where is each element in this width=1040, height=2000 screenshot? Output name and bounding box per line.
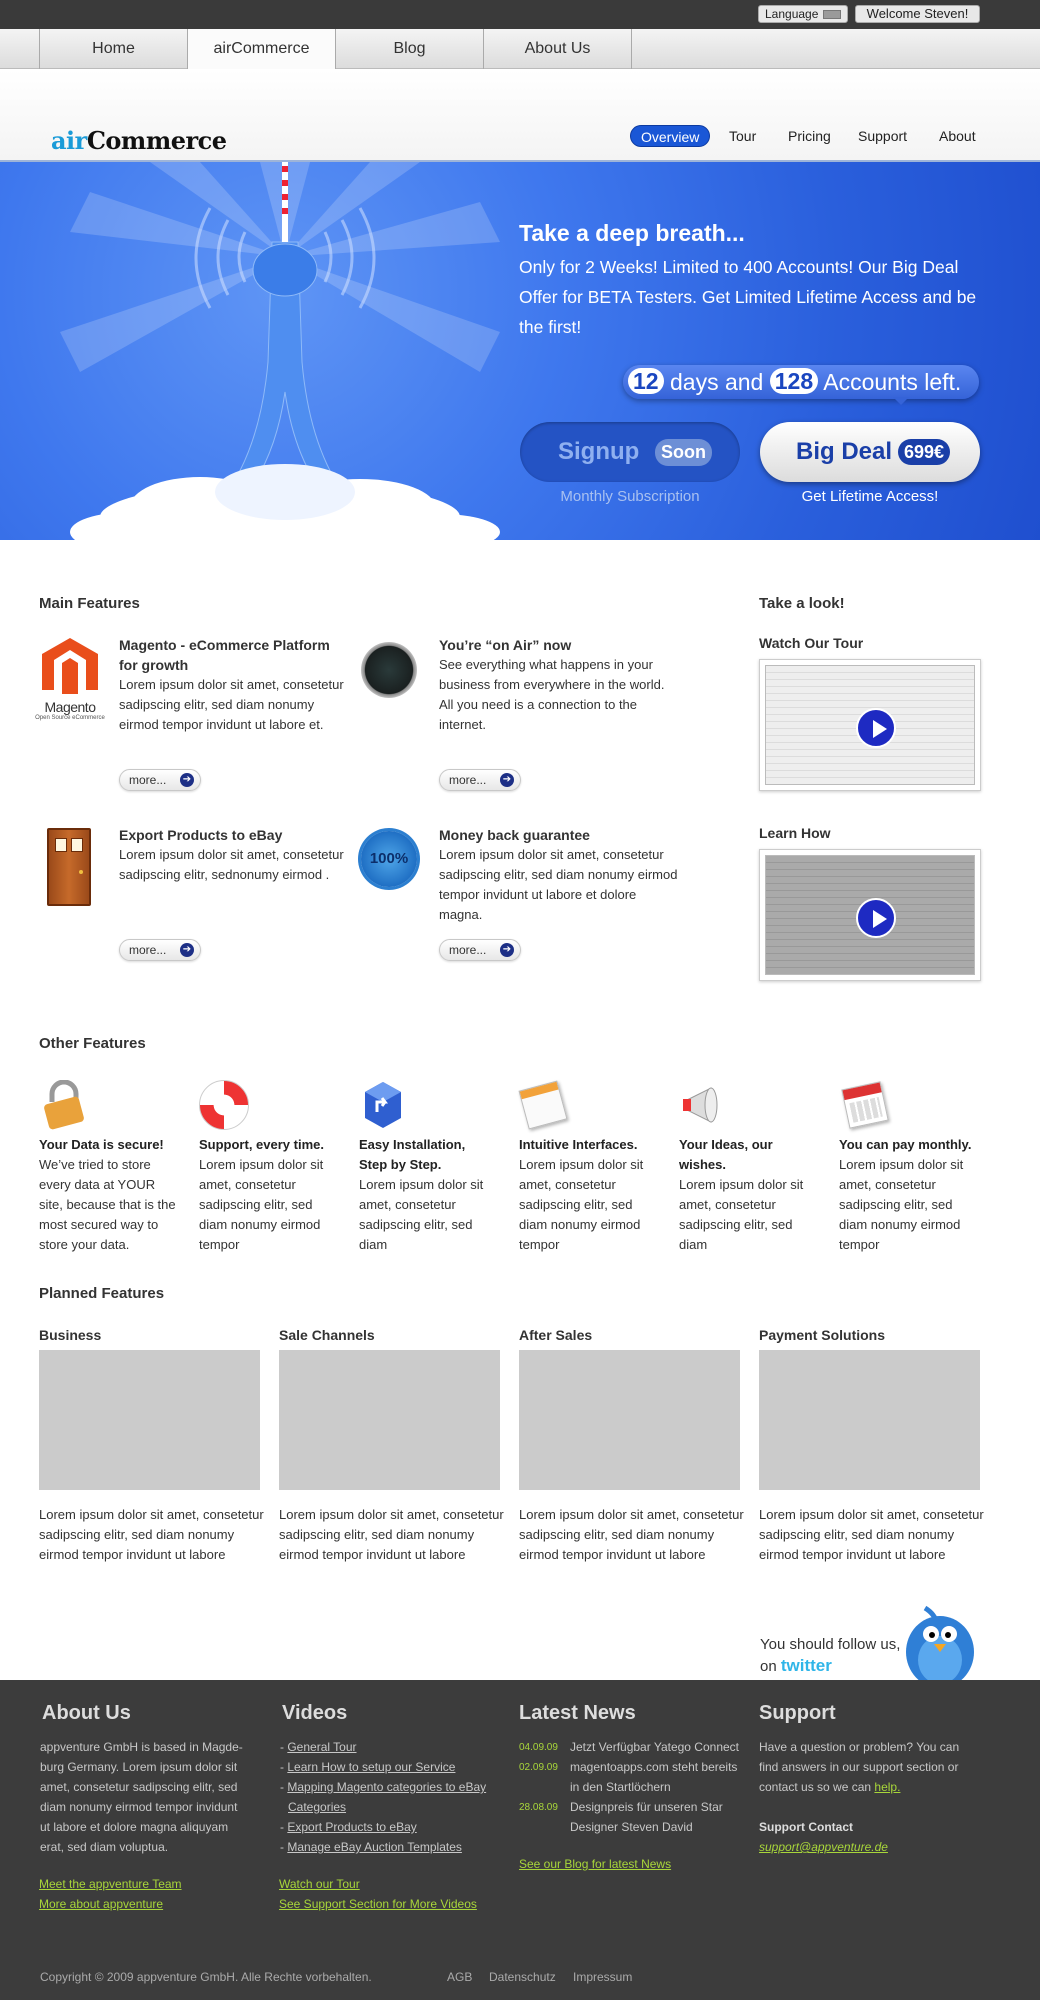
twitter-brand: twitter bbox=[780, 1656, 832, 1675]
help-link[interactable]: help. bbox=[874, 1780, 901, 1794]
copyright-text: Copyright © 2009 appventure GmbH. Alle Rechte vorbehalten. bbox=[40, 1970, 372, 1984]
more-button-money-back[interactable] bbox=[439, 939, 521, 961]
install-box-icon bbox=[363, 1082, 403, 1130]
logo-air: air bbox=[51, 126, 87, 155]
flag-icon bbox=[823, 10, 841, 19]
feature-title-magento: Magento - eCommerce Platform for growth bbox=[119, 637, 330, 673]
other-feature-text-secure: We’ve tried to store every data at YOUR site, because that is the most secured way to store your data. bbox=[39, 1157, 176, 1252]
footer-about-link[interactable]: More about appventure bbox=[39, 1897, 164, 1911]
site-footer bbox=[0, 1680, 1040, 2000]
signup-label: Signup bbox=[558, 438, 640, 465]
price-badge: 699€ bbox=[898, 439, 950, 465]
other-features-heading: Other Features bbox=[39, 1035, 146, 1052]
lifebuoy-icon bbox=[199, 1080, 249, 1130]
radio-tower-illustration bbox=[0, 162, 520, 540]
news-date: 04.09.09 bbox=[519, 1742, 558, 1753]
video-link-setup[interactable]: Learn How to setup our Service bbox=[287, 1760, 456, 1774]
other-feature-title-support: Support, every time. bbox=[199, 1137, 324, 1152]
soon-badge: Soon bbox=[655, 439, 712, 466]
video-link-general-tour[interactable]: General Tour bbox=[287, 1740, 357, 1754]
twitter-on-label: on bbox=[760, 1658, 777, 1675]
hero-text: Only for 2 Weeks! Limited to 400 Accounts! Our Big Deal Offer for BETA Testers. Get Limited Lifetime Access and be the first! bbox=[519, 257, 977, 337]
padlock-icon bbox=[40, 1080, 90, 1130]
top-bar bbox=[0, 0, 1040, 29]
site-header bbox=[0, 70, 1040, 160]
footer-support-heading: Support bbox=[759, 1702, 836, 1724]
footer-news-heading: Latest News bbox=[519, 1702, 636, 1724]
big-deal-button[interactable] bbox=[760, 422, 980, 482]
arrow-right-icon: ➔ bbox=[500, 943, 514, 957]
other-feature-text-monthly: Lorem ipsum dolor sit amet, consetetur sadipscing elitr, sed diam nonumy eirmod tempor bbox=[839, 1157, 964, 1252]
other-feature-title-interfaces: Intuitive Interfaces. bbox=[519, 1137, 638, 1152]
watch-tour-heading: Watch Our Tour bbox=[759, 635, 864, 651]
footer-video-item[interactable]: - Manage eBay Auction Templates bbox=[280, 1840, 462, 1854]
footer-support-videos-link[interactable]: See Support Section for More Videos bbox=[279, 1897, 477, 1911]
video-link-templates[interactable]: Manage eBay Auction Templates bbox=[287, 1840, 462, 1854]
feature-text-on-air: See everything what happens in your business from everywhere in the world. All you need is a connection to the internet. bbox=[439, 657, 665, 732]
guarantee-seal-icon: 100% bbox=[361, 831, 417, 887]
magento-logo-icon bbox=[34, 636, 106, 724]
footer-video-item[interactable]: - Learn How to setup our Service bbox=[280, 1760, 456, 1774]
big-deal-label: Big Deal bbox=[796, 438, 893, 465]
big-deal-subtitle: Get Lifetime Access! bbox=[801, 488, 939, 505]
support-email-link[interactable]: support@appventure.de bbox=[759, 1840, 888, 1854]
news-date: 28.08.09 bbox=[519, 1802, 558, 1813]
notepad-icon bbox=[519, 1081, 568, 1130]
planned-image-business bbox=[39, 1350, 260, 1490]
planned-title-payment: Payment Solutions bbox=[759, 1327, 886, 1343]
other-feature-text-ideas: Lorem ipsum dolor sit amet, consetetur sadipscing elitr, sed diam bbox=[679, 1177, 804, 1252]
feature-text-magento: Lorem ipsum dolor sit amet, consetetur sadipscing elitr, sed diam nonumy eirmod tempor invidunt ut labore et. bbox=[119, 677, 344, 732]
play-icon[interactable] bbox=[856, 898, 896, 938]
door-icon bbox=[47, 828, 91, 906]
support-text: Have a question or problem? You can find answers in our support section or contact us so we can bbox=[759, 1740, 960, 1794]
more-button-ebay[interactable] bbox=[119, 939, 201, 961]
feature-title-money-back: Money back guarantee bbox=[439, 827, 590, 843]
other-feature-title-secure: Your Data is secure! bbox=[39, 1137, 164, 1152]
magento-logo-subtext: Open Source eCommerce bbox=[35, 715, 105, 721]
tab-divider bbox=[631, 29, 632, 69]
footer-about-text: appventure GmbH is based in Magde-burg Germany. Lorem ipsum dolor sit amet, consetetur sadipscing elitr, sed diam nonumy eirmod tempor invidunt ut labore et dolore magna aliquyam erat, sed diam voluptua. bbox=[40, 1740, 243, 1854]
calendar-icon bbox=[841, 1081, 888, 1128]
planned-image-after-sales bbox=[519, 1350, 740, 1490]
language-label: Language bbox=[765, 7, 819, 21]
footer-video-item[interactable]: - General Tour bbox=[280, 1740, 357, 1754]
more-label: more... bbox=[449, 773, 487, 787]
other-feature-title-monthly: You can pay monthly. bbox=[839, 1137, 972, 1152]
magento-logo-text: Magento bbox=[44, 699, 96, 715]
arrow-right-icon: ➔ bbox=[180, 773, 194, 787]
planned-text-business: Lorem ipsum dolor sit amet, consetetur sadipscing elitr, sed diam nonumy eirmod tempor invidunt ut labore bbox=[39, 1507, 264, 1562]
more-label: more... bbox=[129, 773, 167, 787]
support-contact-heading: Support Contact bbox=[759, 1820, 853, 1834]
news-item[interactable]: Designpreis für unseren Star Designer Steven David bbox=[570, 1800, 723, 1834]
language-selector[interactable] bbox=[758, 5, 848, 23]
footer-blog-link[interactable]: See our Blog for latest News bbox=[519, 1857, 672, 1871]
video-screen bbox=[765, 855, 975, 975]
news-item[interactable]: magentoapps.com steht bereits in den Startlöchern bbox=[570, 1760, 738, 1794]
tab-home[interactable]: Home bbox=[39, 29, 187, 69]
arrow-right-icon: ➔ bbox=[500, 773, 514, 787]
footer-video-item[interactable]: - Mapping Magento categories to eBay Categories bbox=[280, 1780, 487, 1814]
subnav-support[interactable]: Support bbox=[858, 128, 908, 144]
subnav-about[interactable]: About bbox=[939, 128, 976, 144]
counter-pointer bbox=[893, 397, 909, 405]
footer-video-item[interactable]: - Export Products to eBay bbox=[280, 1820, 417, 1834]
tab-blog[interactable]: Blog bbox=[335, 29, 483, 69]
signup-button[interactable] bbox=[520, 422, 740, 482]
more-label: more... bbox=[129, 943, 167, 957]
twitter-on-text[interactable] bbox=[760, 1656, 832, 1676]
other-feature-text-support: Lorem ipsum dolor sit amet, consetetur sadipscing elitr, sed diam nonumy eirmod tempor bbox=[199, 1157, 324, 1252]
footer-support-text bbox=[759, 1737, 974, 1797]
radar-icon bbox=[361, 642, 417, 698]
video-screen bbox=[765, 665, 975, 785]
tour-video-thumbnail[interactable] bbox=[759, 659, 981, 791]
legal-link-datenschutz[interactable]: Datenschutz bbox=[489, 1970, 556, 1984]
signup-subtitle: Monthly Subscription bbox=[560, 488, 700, 505]
days-count: 12 bbox=[628, 368, 664, 394]
planned-title-business: Business bbox=[39, 1327, 102, 1343]
news-date: 02.09.09 bbox=[519, 1762, 558, 1773]
subnav-overview[interactable]: Overview bbox=[630, 125, 710, 147]
learn-video-thumbnail[interactable] bbox=[759, 849, 981, 981]
aircommerce-logo[interactable] bbox=[51, 126, 227, 155]
planned-text-after-sales: Lorem ipsum dolor sit amet, consetetur sadipscing elitr, sed diam nonumy eirmod tempor invidunt ut labore bbox=[519, 1507, 744, 1562]
hero-banner bbox=[0, 160, 1040, 540]
feature-title-on-air: You’re “on Air” now bbox=[439, 637, 572, 653]
play-icon[interactable] bbox=[856, 708, 896, 748]
main-features-heading: Main Features bbox=[39, 595, 140, 612]
subnav-pricing[interactable]: Pricing bbox=[788, 128, 831, 144]
hero-title: Take a deep breath... bbox=[519, 220, 745, 246]
subnav-tour[interactable]: Tour bbox=[729, 128, 757, 144]
welcome-button[interactable]: Welcome Steven! bbox=[855, 5, 980, 23]
tab-aircommerce[interactable]: airCommerce bbox=[187, 29, 335, 69]
planned-image-payment bbox=[759, 1350, 980, 1490]
more-button-on-air[interactable] bbox=[439, 769, 521, 791]
legal-link-agb[interactable]: AGB bbox=[447, 1970, 473, 1984]
planned-text-sale-channels: Lorem ipsum dolor sit amet, consetetur sadipscing elitr, sed diam nonumy eirmod tempor invidunt ut labore bbox=[279, 1507, 504, 1562]
planned-features-heading: Planned Features bbox=[39, 1285, 165, 1302]
arrow-right-icon: ➔ bbox=[180, 943, 194, 957]
planned-text-payment: Lorem ipsum dolor sit amet, consetetur sadipscing elitr, sed diam nonumy eirmod tempor invidunt ut labore bbox=[759, 1507, 984, 1562]
accounts-count: 128 bbox=[770, 368, 818, 394]
footer-about-heading: About Us bbox=[42, 1702, 131, 1724]
offer-counter bbox=[623, 365, 979, 399]
logo-commerce: Commerce bbox=[86, 126, 227, 155]
video-link-export[interactable]: Export Products to eBay bbox=[287, 1820, 417, 1834]
take-a-look-heading: Take a look! bbox=[759, 595, 845, 612]
news-item[interactable]: Jetzt Verfügbar Yatego Connect bbox=[570, 1740, 740, 1754]
megaphone-icon bbox=[681, 1082, 731, 1128]
footer-team-link[interactable]: Meet the appventure Team bbox=[39, 1877, 182, 1891]
other-feature-title-ideas: Your Ideas, our wishes. bbox=[679, 1137, 773, 1172]
footer-watch-tour-link[interactable]: Watch our Tour bbox=[279, 1877, 360, 1891]
legal-link-impressum[interactable]: Impressum bbox=[573, 1970, 633, 1984]
footer-videos-heading: Videos bbox=[282, 1702, 348, 1724]
video-link-mapping[interactable]: Mapping Magento categories to eBay Categories bbox=[287, 1780, 487, 1814]
tab-about-us[interactable]: About Us bbox=[483, 29, 631, 69]
planned-image-sale-channels bbox=[279, 1350, 500, 1490]
planned-title-sale-channels: Sale Channels bbox=[279, 1327, 375, 1343]
learn-how-heading: Learn How bbox=[759, 825, 831, 841]
feature-title-ebay: Export Products to eBay bbox=[119, 827, 283, 843]
other-feature-text-interfaces: Lorem ipsum dolor sit amet, consetetur sadipscing elitr, sed diam nonumy eirmod tempor bbox=[519, 1157, 644, 1252]
planned-title-after-sales: After Sales bbox=[519, 1327, 593, 1343]
other-feature-title-installation: Easy Installation, Step by Step. bbox=[359, 1137, 466, 1172]
feature-text-money-back: Lorem ipsum dolor sit amet, consetetur sadipscing elitr, sed diam nonumy eirmod tempor invidunt ut labore et dolore magna. bbox=[439, 847, 678, 922]
twitter-follow-text: You should follow us, bbox=[760, 1636, 901, 1653]
more-button-magento[interactable] bbox=[119, 769, 201, 791]
twitter-bird-icon[interactable] bbox=[903, 1602, 977, 1692]
feature-text-ebay: Lorem ipsum dolor sit amet, consetetur sadipscing elitr, sednonumy eirmod . bbox=[119, 847, 344, 882]
days-label: days and bbox=[669, 369, 764, 395]
main-nav-tabs bbox=[0, 29, 1040, 69]
other-feature-text-installation: Lorem ipsum dolor sit amet, consetetur sadipscing elitr, sed diam bbox=[359, 1177, 484, 1252]
accounts-label: Accounts left. bbox=[823, 369, 962, 395]
more-label: more... bbox=[449, 943, 487, 957]
